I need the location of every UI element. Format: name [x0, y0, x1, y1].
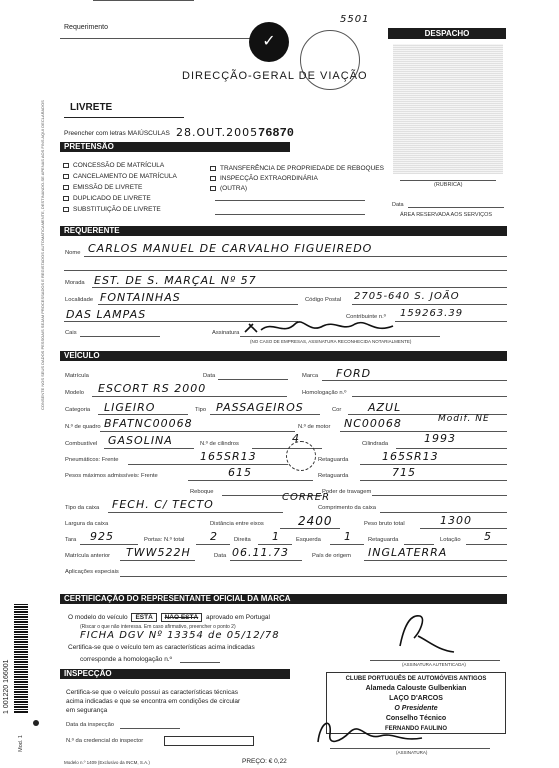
footer-modelo: Modelo n.º 1409 (Exclusivo da INCM, S.A.) — [64, 760, 150, 765]
inspector-signature — [310, 712, 430, 752]
option-outra[interactable]: (OUTRA) — [210, 184, 384, 194]
pneus-retaguarda-label: Retaguarda — [318, 457, 349, 463]
requerente-signature — [243, 318, 403, 338]
marca-label: Marca — [302, 373, 319, 379]
inspeccao-bar: INSPECÇÃO — [60, 669, 290, 679]
despacho-header: DESPACHO — [388, 28, 506, 39]
barcode-number: 1 001220 166001 — [3, 659, 10, 714]
origem-label: País de origem — [312, 553, 351, 559]
option-transferencia[interactable]: TRANSFERÊNCIA DE PROPRIEDADE DE REBOQUES — [210, 164, 384, 174]
esta-option[interactable]: ESTÁ — [131, 613, 156, 622]
tipo-label: Tipo — [195, 407, 207, 413]
motor-note: Modif. NE — [438, 414, 490, 424]
lotacao-label: Lotação — [440, 537, 461, 543]
pneus-label: Pneumáticos: Frente — [65, 457, 119, 463]
cilindrada-value[interactable]: 1993 — [424, 432, 456, 445]
reboque-label: Reboque — [190, 489, 214, 495]
esquerda-value[interactable]: 1 — [344, 530, 352, 543]
pesos-label: Pesos máximos admissíveis: Frente — [65, 473, 158, 479]
stamp-line-3: LAÇO D'ARCOS — [389, 695, 443, 702]
direita-label: Direita — [234, 537, 251, 543]
contribuinte-value[interactable]: 159263.39 — [400, 308, 464, 319]
marca-value[interactable]: FORD — [336, 367, 372, 380]
cor-label: Cor — [332, 407, 342, 413]
logo-circle: ✓ — [249, 22, 289, 62]
cais-label: Cais — [65, 330, 77, 336]
cert-signature — [390, 606, 460, 658]
inspeccao-text-2: acima indicadas e que se encontra em condições de circular — [66, 698, 241, 705]
credencial-box[interactable] — [164, 736, 254, 746]
bullet-dot — [33, 720, 39, 726]
option-emissao[interactable]: EMISSÃO DE LIVRETE — [63, 182, 177, 193]
date-stamp: 28.OUT.2005 — [176, 126, 259, 139]
inspeccao-text-3: em segurança — [66, 707, 108, 714]
cert-handwritten: FICHA DGV Nº 13354 de 05/12/78 — [80, 630, 280, 641]
motor-value[interactable]: NC00068 — [344, 417, 402, 430]
stamp-line-5: Conselho Técnico — [385, 715, 447, 722]
certificacao-line1 — [68, 614, 270, 621]
tara-value[interactable]: 925 — [90, 530, 114, 543]
direita-value[interactable]: 1 — [272, 530, 280, 543]
portas-label: Portas: N.º total — [144, 537, 185, 543]
eixos-label: Distância entre eixos — [210, 521, 264, 527]
motor-label: N.º de motor — [298, 424, 331, 430]
cilindrada-label: Cilindrada — [362, 441, 389, 447]
caixa-value[interactable]: FECH. C/ TECTO — [112, 498, 214, 511]
assinatura-nota: (NO CASO DE EMPRESAS, ASSINATURA RECONHECIDA NOTARIALMENTE) — [250, 339, 412, 344]
despacho-box — [393, 44, 503, 174]
inspeccao-text-1: Certifica-se que o veículo possui as características técnicas — [66, 689, 238, 696]
nao-esta-option[interactable]: NÃO ESTÁ — [161, 613, 203, 622]
contribuinte-label: Contribuinte n.º — [346, 314, 386, 320]
cert-line1-b: aprovado em Portugal — [206, 614, 270, 621]
localidade-extra[interactable]: DAS LAMPAS — [66, 308, 147, 321]
bruto-label: Peso bruto total — [364, 521, 405, 527]
requerente-bar: REQUERENTE — [60, 226, 507, 236]
inspection-stamp-1 — [286, 441, 316, 471]
eixos-value[interactable]: 2400 — [298, 514, 333, 528]
cert-line1-a: O modelo do veículo — [68, 614, 128, 621]
pneus-frente-value[interactable]: 165SR13 — [200, 450, 257, 463]
tara-label: Tara — [65, 537, 77, 543]
cilindros-value[interactable]: 4 — [292, 432, 300, 445]
cilindros-label: N.º de cilindros — [200, 441, 239, 447]
data-inspeccao-label: Data da inspecção — [66, 722, 115, 728]
cor-value[interactable]: AZUL — [368, 401, 402, 414]
reference-number: 5501 — [340, 14, 370, 25]
categoria-label: Categoria — [65, 407, 91, 413]
localidade-value[interactable]: FONTAINHAS — [100, 291, 181, 304]
data2-label: Data — [214, 553, 227, 559]
anterior-value[interactable]: TWW522H — [126, 546, 191, 559]
option-duplicado[interactable]: DUPLICADO DE LIVRETE — [63, 193, 177, 204]
nome-value[interactable]: CARLOS MANUEL DE CARVALHO FIGUEIREDO — [88, 242, 373, 255]
caixa-label: Tipo da caixa — [65, 505, 100, 511]
barcode — [14, 604, 28, 714]
rubrica-label: (RUBRICA) — [434, 182, 463, 188]
tipo-value[interactable]: PASSAGEIROS — [216, 401, 304, 414]
combustivel-value[interactable]: GASOLINA — [108, 434, 173, 447]
data-label: Data — [203, 373, 216, 379]
quadro-label: N.º de quadro — [65, 424, 101, 430]
side-legal-text: CONSENTE NOS SEUS DADOS PESSOAIS SEJAM PROCESSADOS E REGISTADOS AUTOMATICAMENTE, DESTINANDO-SE APENAS AOS FINS AQUI DECLARADOS — [40, 100, 45, 410]
codigo-postal-label: Código Postal — [305, 297, 342, 303]
option-concessao[interactable]: CONCESSÃO DE MATRÍCULA — [63, 160, 177, 171]
homologacao-label: Homologação n.º — [302, 390, 347, 396]
portas-value[interactable]: 2 — [210, 530, 218, 543]
stamp-line-4: O Presidente — [394, 705, 438, 712]
veiculo-bar: VEÍCULO — [60, 351, 507, 361]
data2-value[interactable]: 06.11.73 — [232, 546, 289, 559]
modelo-label: Modelo — [65, 390, 85, 396]
categoria-value[interactable]: LIGEIRO — [104, 401, 156, 414]
stamp-line-1: CLUBE PORTUGUÊS DE AUTOMÓVEIS ANTIGOS — [345, 676, 487, 682]
credencial-label: N.º da credencial do inspector — [66, 738, 144, 744]
despacho-data-label: Data — [392, 202, 404, 208]
pretensao-bar: PRETENSÃO — [60, 142, 290, 152]
aplicacoes-label: Aplicações especiais — [65, 569, 119, 575]
cert-note: (Riscar o que não interessa. Em caso afirmativo, preencher o ponto 2) — [80, 624, 236, 630]
retaguarda2-label: Retaguarda — [368, 537, 399, 543]
origem-value[interactable]: INGLATERRA — [368, 546, 448, 559]
mod-label: Mod. 1 — [18, 735, 24, 752]
fill-instructions: Preencher com letras MAIÚSCULAS — [64, 130, 170, 137]
localidade-label: Localidade — [65, 297, 94, 303]
area-reservada: ÁREA RESERVADA AOS SERVIÇOS — [400, 212, 493, 218]
option-inspeccao[interactable]: INSPECÇÃO EXTRAORDINÁRIA — [210, 174, 384, 184]
peso-frente-value[interactable]: 615 — [228, 466, 252, 479]
caixa-extra: CORRER — [282, 492, 331, 503]
quadro-value[interactable]: BFATNC00068 — [104, 417, 193, 430]
serial-number: 76870 — [258, 126, 295, 140]
stamp-line-6: FERNANDO FAULINO — [385, 726, 447, 732]
lotacao-value[interactable]: 5 — [484, 530, 492, 543]
combustivel-label: Combustível — [65, 441, 98, 447]
org-title: DIRECÇÃO-GERAL DE VIAÇÃO — [182, 70, 368, 82]
cert-line3: corresponde a homologação n.º — [80, 656, 172, 663]
nome-label: Nome — [65, 250, 81, 256]
livrete-title: LIVRETE — [70, 102, 113, 113]
inspeccao-text — [66, 688, 240, 715]
pneus-retaguarda-value[interactable]: 165SR13 — [382, 450, 439, 463]
morada-value[interactable]: EST. DE S. MARÇAL Nº 57 — [94, 274, 257, 287]
option-substituicao[interactable]: SUBSTITUIÇÃO DE LIVRETE — [63, 204, 177, 215]
pretensao-right-list — [210, 164, 384, 194]
option-cancelamento[interactable]: CANCELAMENTO DE MATRÍCULA — [63, 171, 177, 182]
morada-label: Morada — [65, 280, 85, 286]
codigo-postal-value[interactable]: 2705-640 S. JOÃO — [354, 291, 460, 302]
footer-preco: PREÇO: € 0,22 — [242, 758, 287, 765]
modelo-value[interactable]: ESCORT RS 2000 — [98, 382, 207, 395]
cert-line2: Certifica-se que o veículo tem as características acima indicadas — [68, 644, 255, 651]
esquerda-label: Esquerda — [296, 537, 321, 543]
cert-assinatura-label: (ASSINATURA AUTENTICADA) — [402, 662, 466, 667]
stamp-line-2: Alameda Calouste Gulbenkian — [365, 685, 467, 692]
bruto-value[interactable]: 1300 — [440, 514, 472, 527]
comprimento-label: Comprimento da caixa — [318, 505, 376, 511]
travagem-label: Poder de travagem — [322, 489, 372, 495]
certificacao-bar: CERTIFICAÇÃO DO REPRESENTANTE OFICIAL DA MARCA — [60, 594, 507, 604]
matricula-label: Matrícula — [65, 373, 89, 379]
largura-label: Largura da caixa — [65, 521, 109, 527]
inspeccao-assinatura-label: (ASSINATURA) — [396, 750, 428, 755]
anterior-label: Matrícula anterior — [65, 553, 111, 559]
peso-retaguarda-label: Retaguarda — [318, 473, 349, 479]
assinatura-label: Assinatura — [212, 330, 240, 336]
peso-retaguarda-value[interactable]: 715 — [392, 466, 416, 479]
pretensao-left-list — [63, 160, 177, 215]
requerimento-label: Requerimento — [64, 24, 108, 31]
